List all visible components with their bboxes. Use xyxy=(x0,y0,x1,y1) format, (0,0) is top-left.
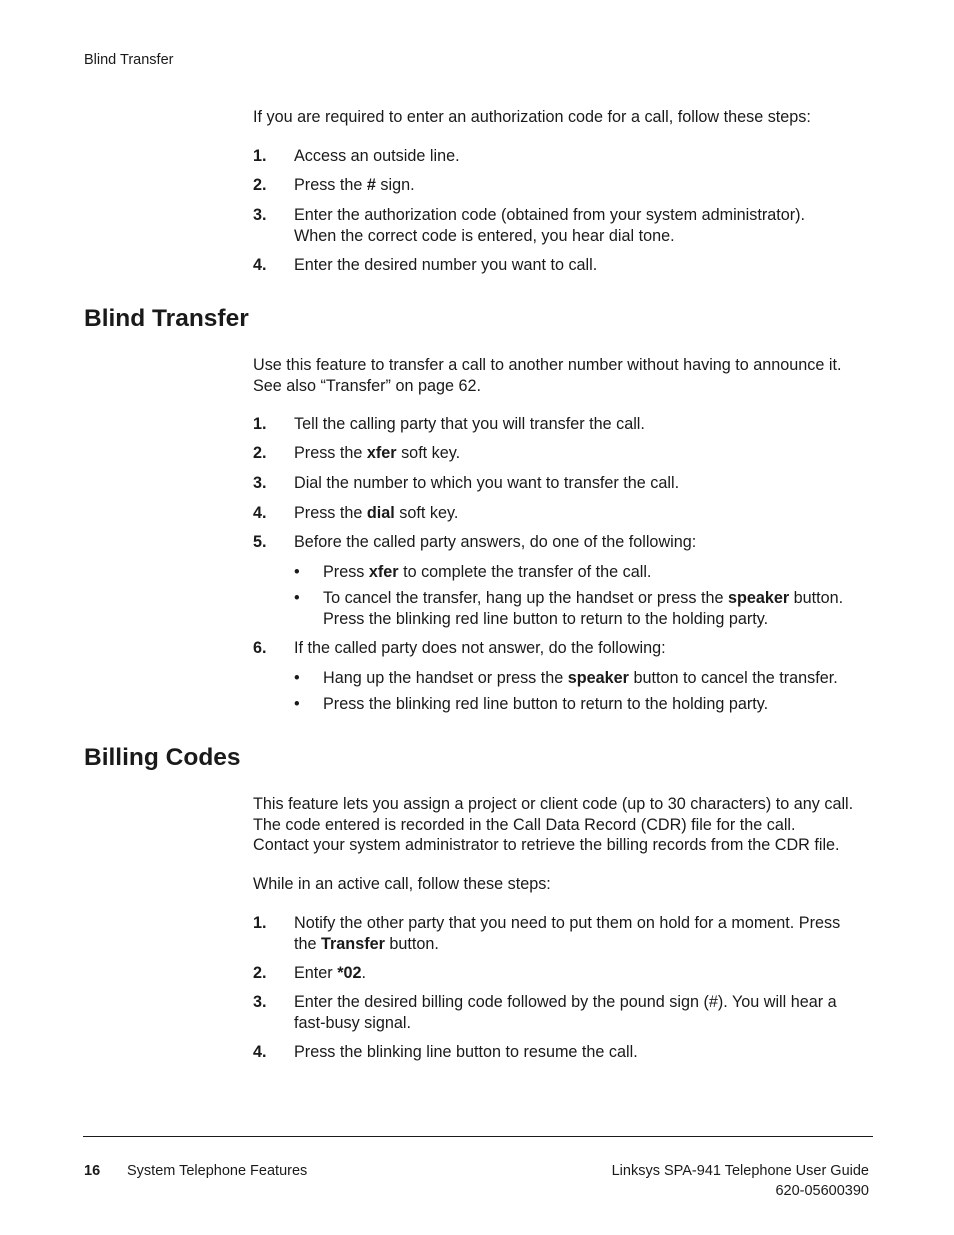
step-number: 5. xyxy=(253,533,267,551)
bullet-icon: • xyxy=(294,669,300,687)
footer-divider xyxy=(83,1136,873,1137)
step-number: 2. xyxy=(253,176,267,194)
step-text: Dial the number to which you want to transfer the call. xyxy=(294,474,680,492)
footer-section: System Telephone Features xyxy=(127,1163,308,1179)
footer-doc-number: 620-05600390 xyxy=(775,1183,869,1199)
step-text: Enter the desired billing code followed by the pound sign (#). You will hear a fast-busy signal. xyxy=(294,993,837,1032)
step-text: Enter the desired number you want to call. xyxy=(294,256,598,274)
step-text: Press the dial soft key. xyxy=(294,504,459,522)
running-header: Blind Transfer xyxy=(84,52,174,68)
step-number: 2. xyxy=(253,444,267,462)
step-text: Enter the authorization code (obtained from your system administrator). When the correct code is entered, you hear dial tone. xyxy=(294,206,806,245)
bullet-icon: • xyxy=(294,563,300,581)
section-heading-blind-transfer: Blind Transfer xyxy=(84,305,249,332)
bullet-text: Press xfer to complete the transfer of the call. xyxy=(323,563,652,581)
billing-lead: While in an active call, follow these steps: xyxy=(253,875,551,893)
step-number: 3. xyxy=(253,993,267,1011)
step-text: Enter *02. xyxy=(294,964,367,982)
billing-intro: This feature lets you assign a project or client code (up to 30 characters) to any call. The code entered is recorded in the Call Data Record (CDR) file for the call. Contact your system administrator to retrieve the billing records from the CDR file. xyxy=(253,795,854,855)
step-number: 3. xyxy=(253,474,267,492)
page-number: 16 xyxy=(84,1163,101,1179)
step-text: Before the called party answers, do one of the following: xyxy=(294,533,697,551)
step-text: Notify the other party that you need to put them on hold for a moment. Press the Transfer button. xyxy=(294,914,841,953)
bullet-text: To cancel the transfer, hang up the handset or press the speaker button. Press the blinking red line button to return to the holding party. xyxy=(323,589,844,628)
step-number: 2. xyxy=(253,964,267,982)
bullet-text: Hang up the handset or press the speaker button to cancel the transfer. xyxy=(323,669,838,687)
step-number: 6. xyxy=(253,639,267,657)
step-number: 3. xyxy=(253,206,267,224)
step-number: 4. xyxy=(253,1043,267,1061)
step-number: 1. xyxy=(253,415,267,433)
step-number: 4. xyxy=(253,256,267,274)
step-text: Press the blinking line button to resume the call. xyxy=(294,1043,638,1061)
step-text: If the called party does not answer, do the following: xyxy=(294,639,666,657)
step-number: 1. xyxy=(253,147,267,165)
blind-intro: Use this feature to transfer a call to another number without having to announce it. See also “Transfer” on page 62. xyxy=(253,356,842,395)
footer-guide-title: Linksys SPA-941 Telephone User Guide xyxy=(611,1163,869,1179)
bullet-text: Press the blinking red line button to return to the holding party. xyxy=(323,695,769,713)
step-number: 4. xyxy=(253,504,267,522)
step-text: Press the xfer soft key. xyxy=(294,444,461,462)
step-text: Tell the calling party that you will transfer the call. xyxy=(294,415,645,433)
auth-intro: If you are required to enter an authorization code for a call, follow these steps: xyxy=(253,108,811,126)
step-text: Access an outside line. xyxy=(294,147,460,165)
bullet-icon: • xyxy=(294,589,300,607)
section-heading-billing-codes: Billing Codes xyxy=(84,744,241,771)
bullet-icon: • xyxy=(294,695,300,713)
step-number: 1. xyxy=(253,914,267,932)
step-text: Press the # sign. xyxy=(294,176,415,194)
